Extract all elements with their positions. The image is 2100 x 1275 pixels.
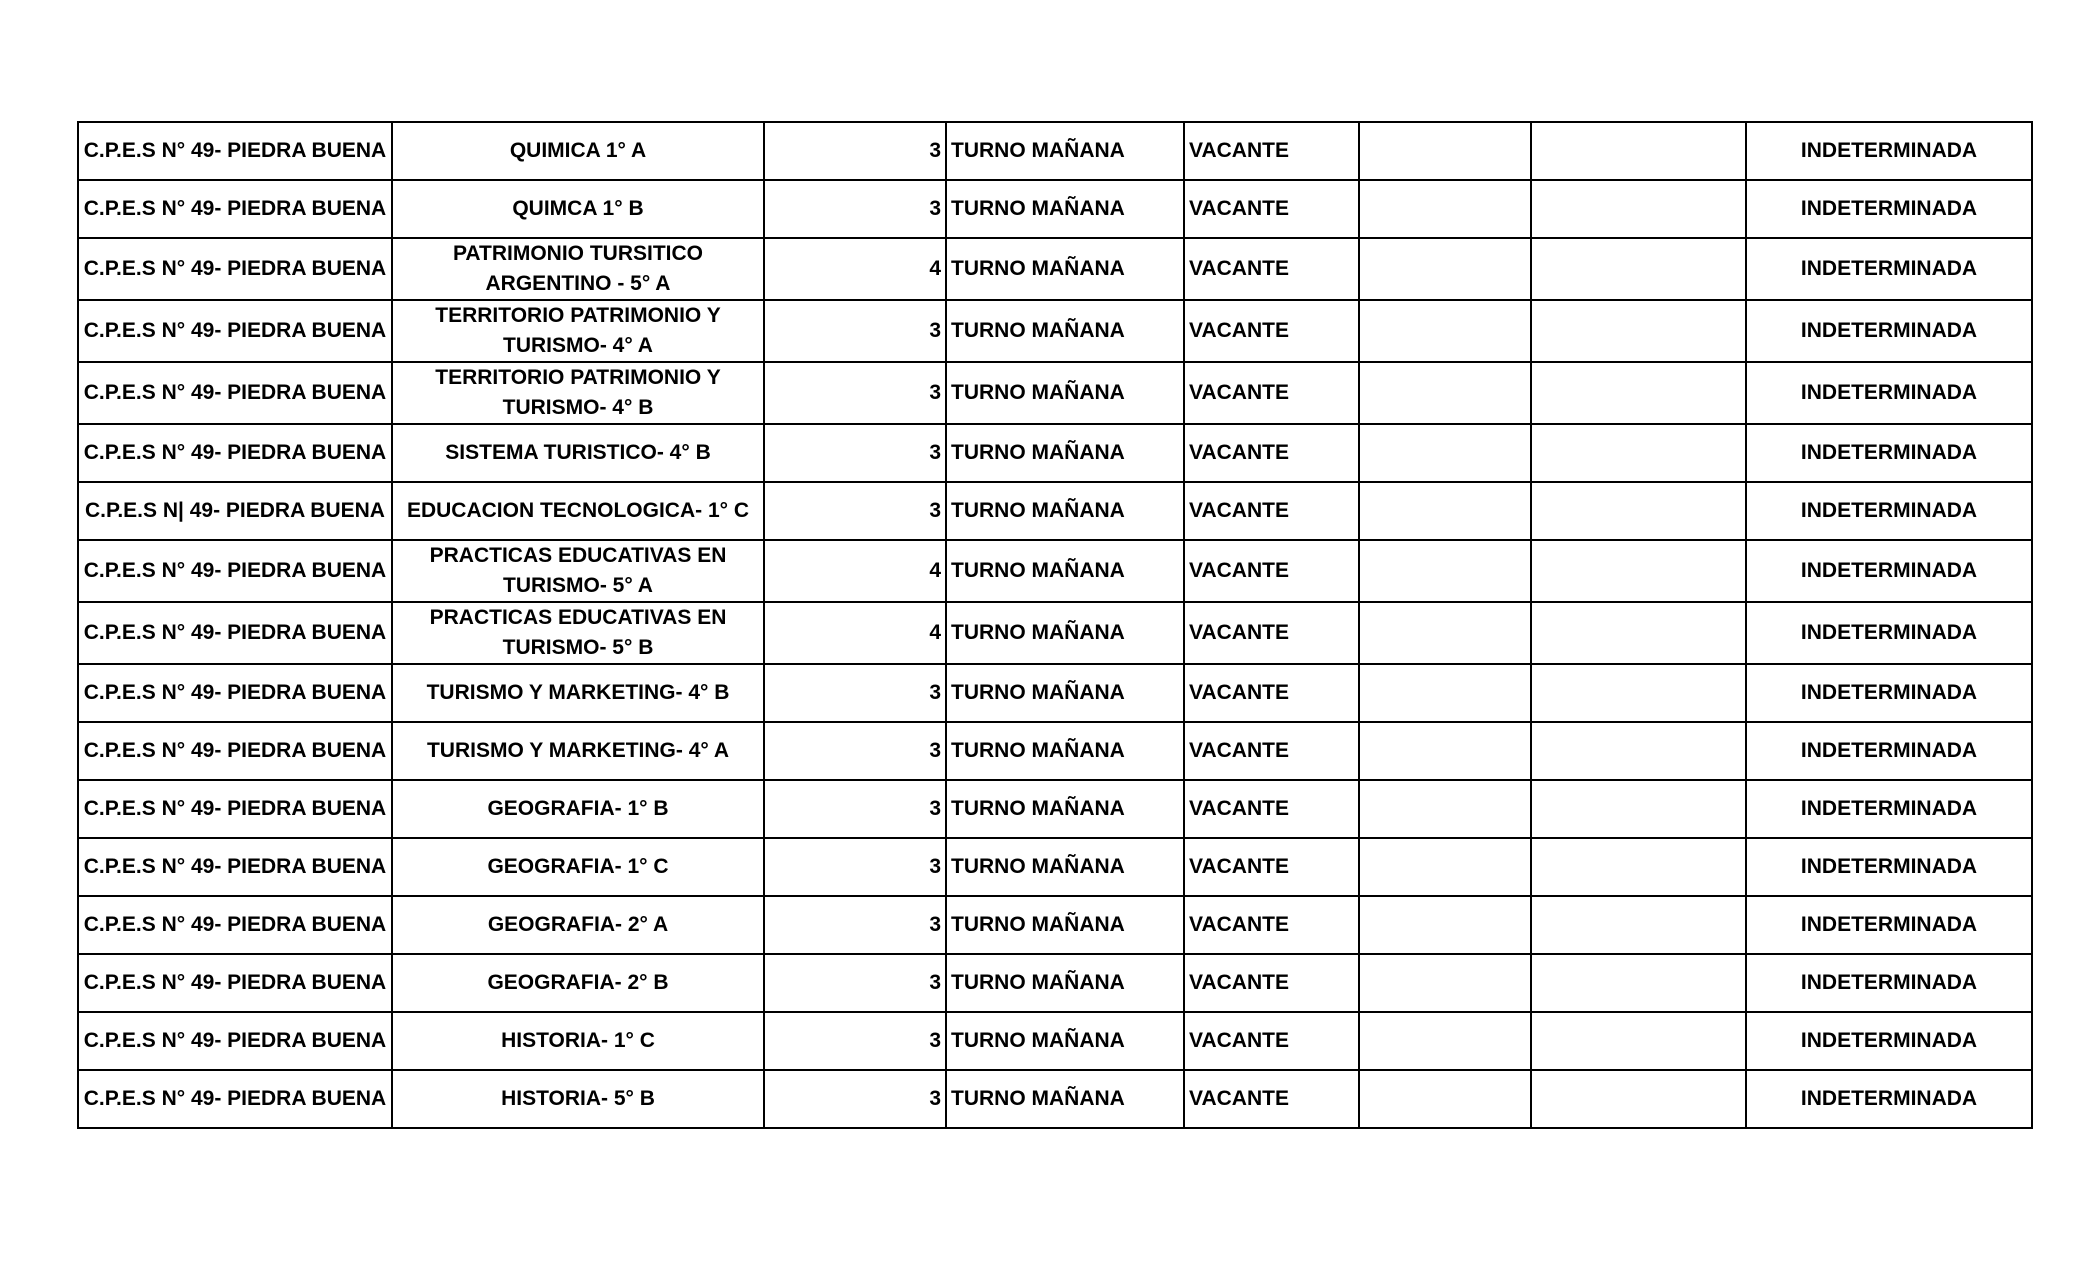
shift-cell: TURNO MAÑANA [946,1070,1184,1128]
hours-cell: 3 [764,300,946,362]
shift-cell: TURNO MAÑANA [946,180,1184,238]
school-cell: C.P.E.S N° 49- PIEDRA BUENA [78,664,392,722]
empty-cell [1531,838,1746,896]
shift-cell: TURNO MAÑANA [946,122,1184,180]
school-cell: C.P.E.S N| 49- PIEDRA BUENA [78,482,392,540]
subject-cell: HISTORIA- 1° C [392,1012,764,1070]
shift-cell: TURNO MAÑANA [946,838,1184,896]
status-cell: VACANTE [1184,300,1359,362]
empty-cell [1359,238,1531,300]
subject-cell: TERRITORIO PATRIMONIO Y TURISMO- 4° B [392,362,764,424]
empty-cell [1531,896,1746,954]
empty-cell [1359,602,1531,664]
subject-cell: GEOGRAFIA- 1° C [392,838,764,896]
shift-cell: TURNO MAÑANA [946,540,1184,602]
empty-cell [1531,238,1746,300]
empty-cell [1359,122,1531,180]
empty-cell [1531,300,1746,362]
empty-cell [1531,780,1746,838]
empty-cell [1531,1070,1746,1128]
table-row [78,838,2032,896]
table-row [78,896,2032,954]
status-cell: VACANTE [1184,238,1359,300]
term-type-cell: INDETERMINADA [1746,540,2032,602]
shift-cell: TURNO MAÑANA [946,300,1184,362]
hours-cell: 4 [764,602,946,664]
hours-cell: 3 [764,362,946,424]
subject-cell: TURISMO Y MARKETING- 4° B [392,664,764,722]
school-cell: C.P.E.S N° 49- PIEDRA BUENA [78,424,392,482]
subject-cell: QUIMICA 1° A [392,122,764,180]
table-row [78,362,2032,424]
empty-cell [1531,1012,1746,1070]
status-cell: VACANTE [1184,780,1359,838]
hours-cell: 3 [764,122,946,180]
empty-cell [1359,362,1531,424]
shift-cell: TURNO MAÑANA [946,424,1184,482]
hours-cell: 3 [764,1070,946,1128]
term-type-cell: INDETERMINADA [1746,238,2032,300]
status-cell: VACANTE [1184,122,1359,180]
school-cell: C.P.E.S N° 49- PIEDRA BUENA [78,838,392,896]
table-row [78,482,2032,540]
term-type-cell: INDETERMINADA [1746,780,2032,838]
empty-cell [1359,300,1531,362]
table-row [78,238,2032,300]
empty-cell [1359,722,1531,780]
term-type-cell: INDETERMINADA [1746,954,2032,1012]
empty-cell [1531,664,1746,722]
status-cell: VACANTE [1184,180,1359,238]
hours-cell: 3 [764,482,946,540]
table-row [78,722,2032,780]
term-type-cell: INDETERMINADA [1746,1012,2032,1070]
school-cell: C.P.E.S N° 49- PIEDRA BUENA [78,1070,392,1128]
table-row [78,780,2032,838]
shift-cell: TURNO MAÑANA [946,780,1184,838]
empty-cell [1531,602,1746,664]
subject-cell: EDUCACION TECNOLOGICA- 1° C [392,482,764,540]
school-cell: C.P.E.S N° 49- PIEDRA BUENA [78,540,392,602]
empty-cell [1531,122,1746,180]
empty-cell [1531,180,1746,238]
table-row [78,122,2032,180]
hours-cell: 3 [764,780,946,838]
status-cell: VACANTE [1184,482,1359,540]
status-cell: VACANTE [1184,362,1359,424]
subject-cell: TURISMO Y MARKETING- 4° A [392,722,764,780]
school-cell: C.P.E.S N° 49- PIEDRA BUENA [78,238,392,300]
subject-cell: TERRITORIO PATRIMONIO Y TURISMO- 4° A [392,300,764,362]
table-row [78,180,2032,238]
empty-cell [1531,540,1746,602]
empty-cell [1359,664,1531,722]
shift-cell: TURNO MAÑANA [946,664,1184,722]
shift-cell: TURNO MAÑANA [946,602,1184,664]
empty-cell [1531,722,1746,780]
subject-cell: GEOGRAFIA- 2° A [392,896,764,954]
table-body [78,122,2032,1128]
status-cell: VACANTE [1184,896,1359,954]
table-row [78,300,2032,362]
term-type-cell: INDETERMINADA [1746,722,2032,780]
subject-cell: GEOGRAFIA- 2° B [392,954,764,1012]
table-row [78,424,2032,482]
empty-cell [1359,540,1531,602]
status-cell: VACANTE [1184,1012,1359,1070]
shift-cell: TURNO MAÑANA [946,1012,1184,1070]
table-row [78,664,2032,722]
school-cell: C.P.E.S N° 49- PIEDRA BUENA [78,954,392,1012]
empty-cell [1531,362,1746,424]
term-type-cell: INDETERMINADA [1746,602,2032,664]
term-type-cell: INDETERMINADA [1746,122,2032,180]
shift-cell: TURNO MAÑANA [946,238,1184,300]
hours-cell: 3 [764,1012,946,1070]
shift-cell: TURNO MAÑANA [946,722,1184,780]
hours-cell: 4 [764,238,946,300]
hours-cell: 3 [764,896,946,954]
shift-cell: TURNO MAÑANA [946,954,1184,1012]
subject-cell: HISTORIA- 5° B [392,1070,764,1128]
table-row [78,602,2032,664]
status-cell: VACANTE [1184,954,1359,1012]
school-cell: C.P.E.S N° 49- PIEDRA BUENA [78,780,392,838]
subject-cell: GEOGRAFIA- 1° B [392,780,764,838]
empty-cell [1359,482,1531,540]
term-type-cell: INDETERMINADA [1746,664,2032,722]
table-row [78,1012,2032,1070]
subject-cell: SISTEMA TURISTICO- 4° B [392,424,764,482]
hours-cell: 3 [764,722,946,780]
school-cell: C.P.E.S N° 49- PIEDRA BUENA [78,300,392,362]
school-cell: C.P.E.S N° 49- PIEDRA BUENA [78,722,392,780]
subject-cell: PRACTICAS EDUCATIVAS EN TURISMO- 5° A [392,540,764,602]
empty-cell [1531,424,1746,482]
school-cell: C.P.E.S N° 49- PIEDRA BUENA [78,602,392,664]
empty-cell [1359,1070,1531,1128]
term-type-cell: INDETERMINADA [1746,1070,2032,1128]
shift-cell: TURNO MAÑANA [946,362,1184,424]
school-cell: C.P.E.S N° 49- PIEDRA BUENA [78,180,392,238]
school-cell: C.P.E.S N° 49- PIEDRA BUENA [78,896,392,954]
empty-cell [1359,424,1531,482]
table-row [78,1070,2032,1128]
empty-cell [1359,954,1531,1012]
subject-cell: PATRIMONIO TURSITICO ARGENTINO - 5° A [392,238,764,300]
status-cell: VACANTE [1184,664,1359,722]
hours-cell: 3 [764,424,946,482]
empty-cell [1531,954,1746,1012]
empty-cell [1359,838,1531,896]
status-cell: VACANTE [1184,540,1359,602]
term-type-cell: INDETERMINADA [1746,300,2032,362]
status-cell: VACANTE [1184,1070,1359,1128]
shift-cell: TURNO MAÑANA [946,482,1184,540]
shift-cell: TURNO MAÑANA [946,896,1184,954]
hours-cell: 3 [764,664,946,722]
vacancies-table [77,121,2033,1129]
empty-cell [1531,482,1746,540]
hours-cell: 3 [764,954,946,1012]
school-cell: C.P.E.S N° 49- PIEDRA BUENA [78,362,392,424]
empty-cell [1359,1012,1531,1070]
hours-cell: 3 [764,838,946,896]
status-cell: VACANTE [1184,424,1359,482]
hours-cell: 3 [764,180,946,238]
empty-cell [1359,780,1531,838]
term-type-cell: INDETERMINADA [1746,362,2032,424]
term-type-cell: INDETERMINADA [1746,896,2032,954]
term-type-cell: INDETERMINADA [1746,180,2032,238]
term-type-cell: INDETERMINADA [1746,482,2032,540]
hours-cell: 4 [764,540,946,602]
school-cell: C.P.E.S N° 49- PIEDRA BUENA [78,1012,392,1070]
term-type-cell: INDETERMINADA [1746,838,2032,896]
empty-cell [1359,896,1531,954]
term-type-cell: INDETERMINADA [1746,424,2032,482]
empty-cell [1359,180,1531,238]
status-cell: VACANTE [1184,722,1359,780]
school-cell: C.P.E.S N° 49- PIEDRA BUENA [78,122,392,180]
status-cell: VACANTE [1184,838,1359,896]
table-row [78,954,2032,1012]
table-row [78,540,2032,602]
subject-cell: QUIMCA 1° B [392,180,764,238]
subject-cell: PRACTICAS EDUCATIVAS EN TURISMO- 5° B [392,602,764,664]
status-cell: VACANTE [1184,602,1359,664]
